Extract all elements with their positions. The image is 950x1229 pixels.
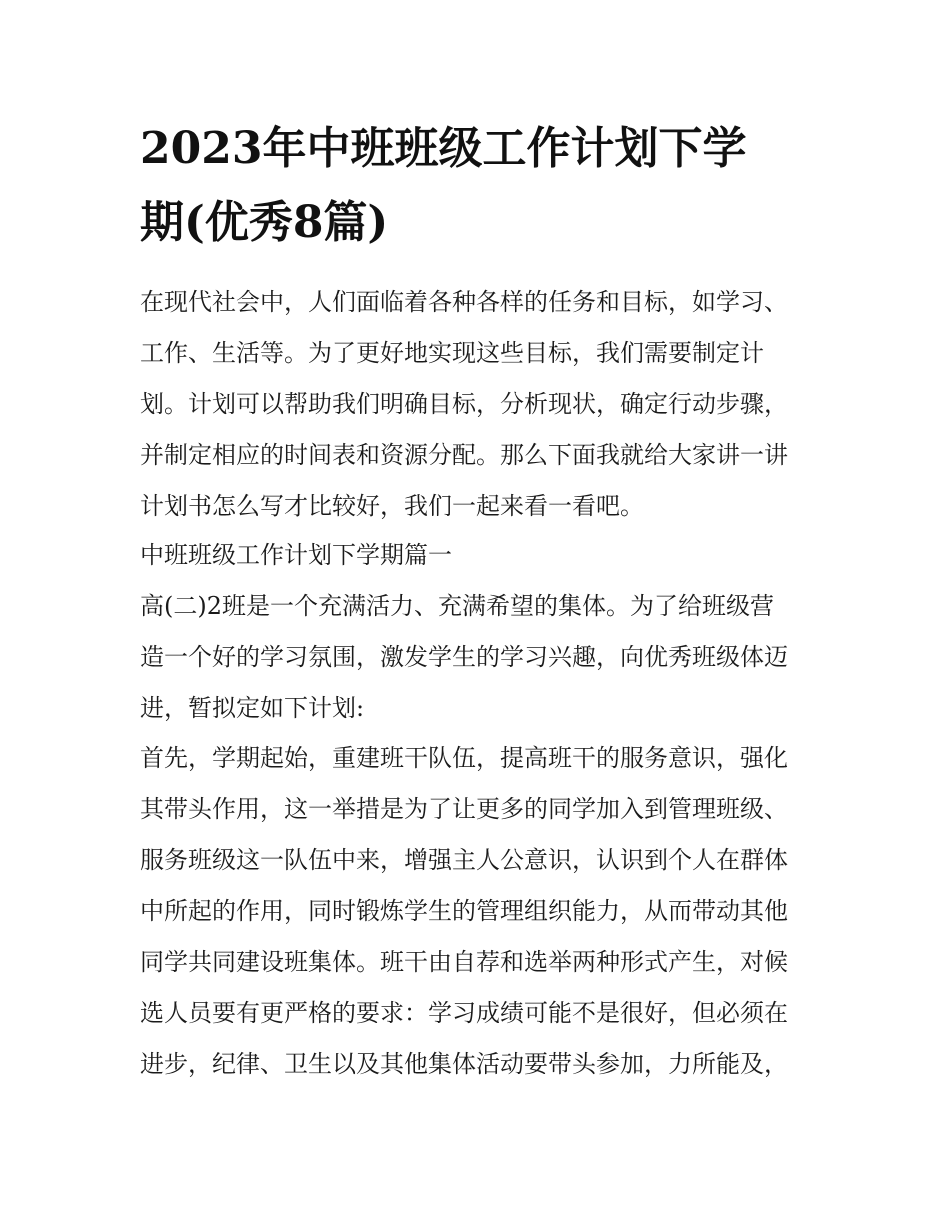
intro-line: 工作、生活等。为了更好地实现这些目标，我们需要制定计 bbox=[140, 339, 764, 367]
paragraph-line: 造一个好的学习氛围，激发学生的学习兴趣，向优秀班级体迈 bbox=[140, 643, 788, 671]
title-line-2: 期(优秀8篇) bbox=[140, 197, 389, 248]
paragraph-line: 首先，学期起始，重建班干队伍，提高班干的服务意识，强化 bbox=[140, 744, 788, 772]
intro-line: 在现代社会中，人们面临着各种各样的任务和目标，如学习、 bbox=[140, 288, 788, 316]
paragraph-line: 服务班级这一队伍中来，增强主人公意识，认识到个人在群体 bbox=[140, 846, 788, 874]
paragraph-line: 选人员要有更严格的要求：学习成绩可能不是很好，但必须在 bbox=[140, 999, 788, 1027]
intro-line: 并制定相应的时间表和资源分配。那么下面我就给大家讲一讲 bbox=[140, 441, 788, 469]
document-title bbox=[140, 112, 830, 260]
paragraph-line: 进，暂拟定如下计划: bbox=[140, 694, 365, 722]
title-line-1: 2023年中班班级工作计划下学 bbox=[140, 123, 747, 174]
paragraph-line: 其带头作用，这一举措是为了让更多的同学加入到管理班级、 bbox=[140, 795, 788, 823]
paragraph-line: 进步，纪律、卫生以及其他集体活动要带头参加，力所能及， bbox=[140, 1050, 788, 1078]
intro-line: 划。计划可以帮助我们明确目标，分析现状，确定行动步骤， bbox=[140, 390, 788, 418]
paragraph-line: 高(二)2班是一个充满活力、充满希望的集体。为了给班级营 bbox=[140, 592, 774, 620]
paragraph-line: 同学共同建设班集体。班干由自荐和选举两种形式产生，对候 bbox=[140, 948, 788, 976]
section-heading: 中班班级工作计划下学期篇一 bbox=[140, 541, 452, 569]
intro-line: 计划书怎么写才比较好，我们一起来看一看吧。 bbox=[140, 492, 644, 520]
paragraph-line: 中所起的作用，同时锻炼学生的管理组织能力，从而带动其他 bbox=[140, 897, 788, 925]
